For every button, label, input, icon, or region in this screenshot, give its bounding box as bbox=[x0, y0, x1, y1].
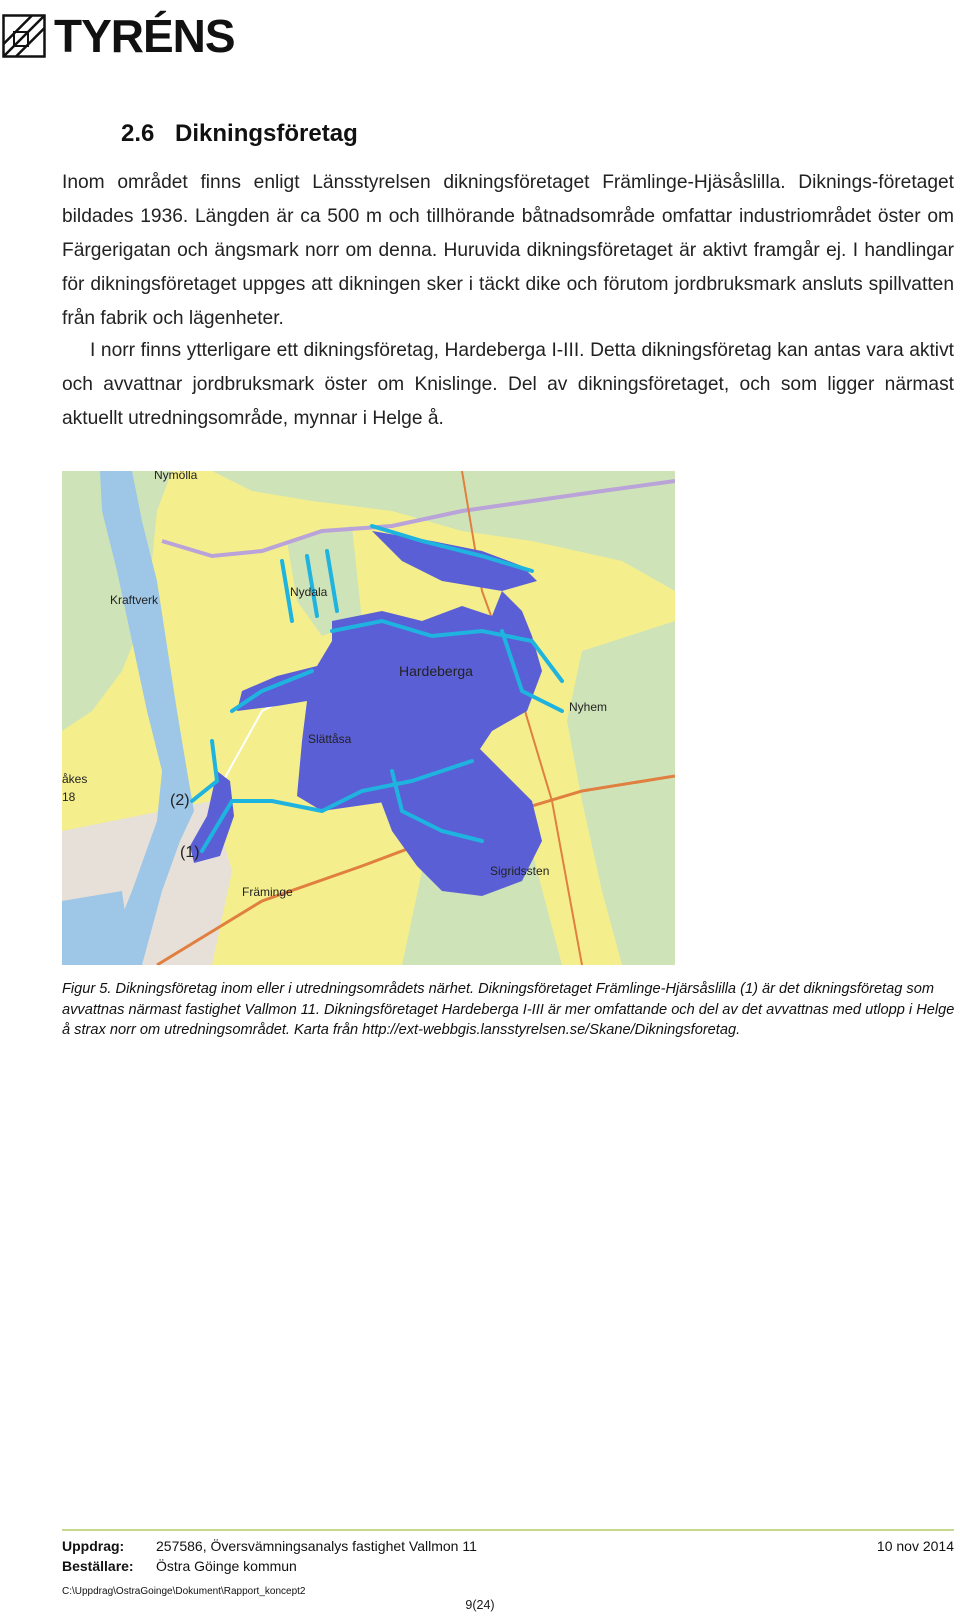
footer-uppdrag-value: 257586, Översvämningsanalys fastighet Vallmon 11 bbox=[156, 1538, 477, 1554]
paragraph-2-text: I norr finns ytterligare ett dikningsföretag, Hardeberga I-III. Detta dikningsföretag kan antas vara aktivt och avvattnar jordbruksmark öster om Knislinge. Del av dikningsföretaget, och som ligger närmast aktuellt utredningsområde, mynnar i Helge å. bbox=[62, 340, 954, 429]
tyrens-logo bbox=[2, 10, 235, 62]
map-canvas bbox=[62, 471, 675, 965]
figure-caption: Figur 5. Dikningsföretag inom eller i utredningsområdets närhet. Dikningsföretaget Främlinge-Hjärsåslilla (1) är det dikningsföretag som avvattnas närmast fastighet Vallmon 11. Dikningsföretaget Hardeberga I-III är mer omfattande och del av det avvattnas med utlopp i Helge å strax norr om utredningsområdet. Karta från http://ext-webbgis.lansstyrelsen.se/Skane/Dikningsforetag. bbox=[62, 981, 955, 1038]
footer-bestallare-value: Östra Göinge kommun bbox=[156, 1558, 297, 1574]
footer-divider bbox=[62, 1529, 954, 1531]
map-lake-south bbox=[62, 891, 132, 965]
map-label-sigridssten: Sigridssten bbox=[490, 864, 550, 878]
map-label-hardeberga: Hardeberga bbox=[399, 663, 473, 679]
paragraph-1: Inom området finns enligt Länsstyrelsen dikningsföretaget Främlinge-Hjäsåslilla. Diknings-företaget bildades 1936. Längden är ca 500 m och tillhörande båtnadsområde omfattar industriområdet öster om Färgerigatan och ängsmark norr om denna. Huruvida dikningsföretaget är aktivt framgår ej. I handlingar för dikningsföretaget uppges att dikningen sker i täckt dike och förutom jordbruksmark ansluts spillvatten från fabrik och lägenheter. bbox=[62, 172, 954, 329]
section-heading bbox=[121, 120, 358, 148]
footer bbox=[62, 1538, 954, 1597]
map-label-18: 18 bbox=[62, 790, 76, 804]
paragraph-2 bbox=[62, 334, 954, 436]
section-title: Dikningsföretag bbox=[175, 120, 358, 147]
map-label-akes: åkes bbox=[62, 772, 88, 786]
map-label-framinge: Främinge bbox=[242, 885, 293, 899]
drainage-map bbox=[62, 471, 675, 965]
map-marker-1: (1) bbox=[180, 844, 200, 861]
tyrens-logo-mark-icon bbox=[2, 14, 46, 58]
map-label-nydala: Nydala bbox=[290, 585, 328, 599]
page-number: 9(24) bbox=[465, 1598, 495, 1612]
section-number: 2.6 bbox=[121, 120, 155, 147]
footer-uppdrag-row bbox=[62, 1538, 954, 1558]
footer-uppdrag-label: Uppdrag: bbox=[62, 1538, 125, 1554]
footer-date: 10 nov 2014 bbox=[876, 1538, 954, 1554]
logo-wordmark: TYRÉNS bbox=[54, 10, 235, 62]
footer-file-path: C:\Uppdrag\OstraGoinge\Dokument\Rapport_koncept2 bbox=[62, 1586, 306, 1597]
map-label-slattasa: Slättåsa bbox=[308, 732, 352, 746]
map-label-nymolla: Nymölla bbox=[154, 471, 198, 482]
map-label-nyhem: Nyhem bbox=[569, 700, 608, 714]
footer-bestallare-row bbox=[62, 1558, 954, 1578]
footer-bestallare-label: Beställare: bbox=[62, 1558, 134, 1574]
map-marker-2: (2) bbox=[170, 792, 190, 809]
map-label-kraftverk: Kraftverk bbox=[110, 593, 159, 607]
